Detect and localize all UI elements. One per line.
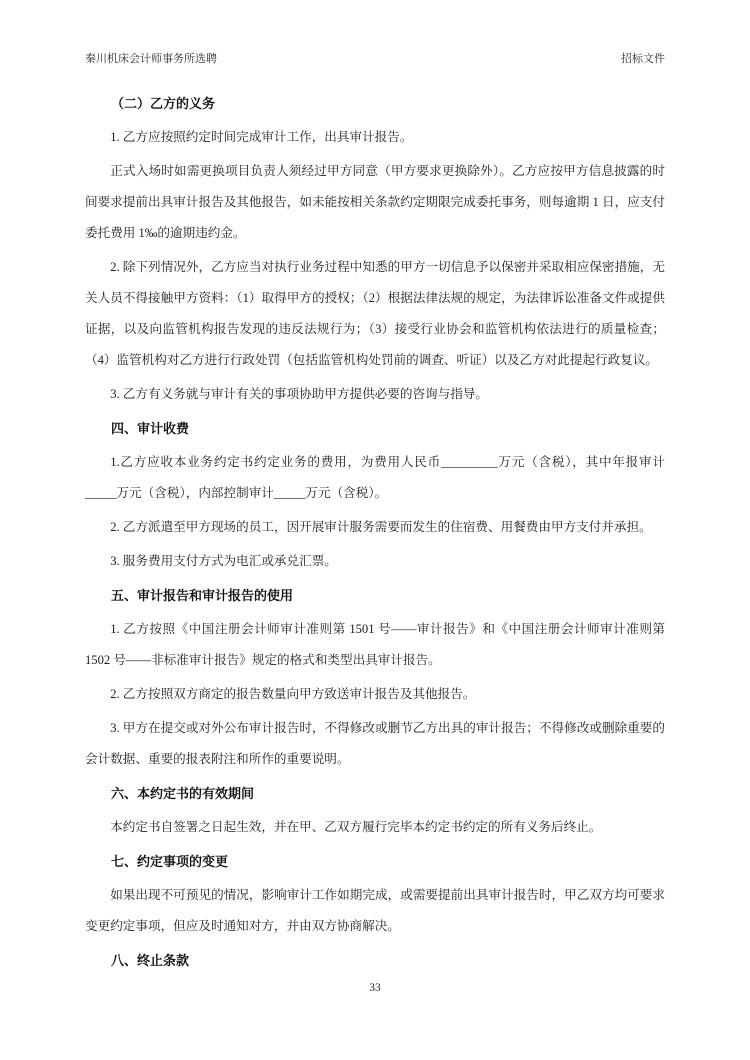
paragraph-obligation-replacement: 正式入场时如需更换项目负责人须经过甲方同意（甲方要求更换除外）。乙方应按甲方信息披露的时间要求提前出具审计报告及其他报告，如未能按相关条款约定期限完成委托事务，则每逾期 1 日，应支付委托费用 1‰的逾期违约金。	[85, 164, 665, 240]
page-number: 33	[369, 982, 381, 994]
paragraph-validity-effective: 本约定书自签署之日起生效，并在甲、乙双方履行完毕本约定书约定的所有义务后终止。	[110, 820, 602, 834]
paragraph-report-1-standards: 1. 乙方按照《中国注册会计师审计准则第 1501 号——审计报告》和《中国注册会计师审计准则第 1502 号——非标准审计报告》规定的格式和类型出具审计报告。	[85, 622, 665, 667]
heading-section-4-audit-fees: 四、审计收费	[111, 421, 190, 436]
heading-party-b-obligations: （二）乙方的义务	[111, 96, 216, 111]
document-content	[85, 88, 665, 976]
paragraph-fees-1-amount-blanks: 1.乙方应收本业务约定书约定业务的费用，为费用人民币_________万元（含税），其中年报审计_____万元（含税），内部控制审计_____万元（含税）。	[85, 455, 665, 500]
paragraph-report-3-no-modification: 3. 甲方在提交或对外公布审计报告时，不得修改或删节乙方出具的审计报告；不得修改或删除重要的会计数据、重要的报表附注和所作的重要说明。	[85, 721, 665, 766]
heading-section-8-termination: 八、终止条款	[111, 953, 190, 968]
page-header	[85, 52, 665, 67]
paragraph-obligation-3-consulting: 3. 乙方有义务就与审计有关的事项协助甲方提供必要的咨询与指导。	[110, 387, 488, 401]
paragraph-obligation-1: 1. 乙方应按照约定时间完成审计工作，出具审计报告。	[110, 130, 413, 144]
paragraph-obligation-2-confidentiality: 2. 除下列情况外，乙方应当对执行业务过程中知悉的甲方一切信息予以保密并采取相应保密措施，无关人员不得接触甲方资料：（1）取得甲方的授权；（2）根据法律法规的规定，为法律诉讼准备文件或提供证据，以及向监管机构报告发现的违反法规行为；（3）接受行业协会和监管机构依法进行的质量检查；（4）监管机构对乙方进行行政处罚（包括监管机构处罚前的调查、听证）以及乙方对此提起行政复议。	[85, 260, 665, 367]
heading-section-5-audit-report-use: 五、审计报告和审计报告的使用	[111, 588, 294, 603]
header-right-title: 招标文件	[621, 53, 665, 65]
heading-section-6-validity-period: 六、本约定书的有效期间	[111, 786, 255, 801]
paragraph-fees-2-onsite-staff: 2. 乙方派遣至甲方现场的员工，因开展审计服务需要而发生的住宿费、用餐费由甲方支付并承担。	[110, 520, 652, 534]
header-left-title: 秦川机床会计师事务所选聘	[85, 53, 217, 65]
page-footer	[0, 982, 750, 994]
paragraph-fees-3-payment-method: 3. 服务费用支付方式为电汇或承兑汇票。	[110, 554, 337, 568]
heading-section-7-change-of-terms: 七、约定事项的变更	[111, 854, 229, 869]
paragraph-change-unforeseen: 如果出现不可预见的情况，影响审计工作如期完成，或需要提前出具审计报告时，甲乙双方均可要求变更约定事项，但应及时通知对方，并由双方协商解决。	[85, 888, 665, 933]
paragraph-report-2-delivery: 2. 乙方按照双方商定的报告数量向甲方致送审计报告及其他报告。	[110, 687, 476, 701]
